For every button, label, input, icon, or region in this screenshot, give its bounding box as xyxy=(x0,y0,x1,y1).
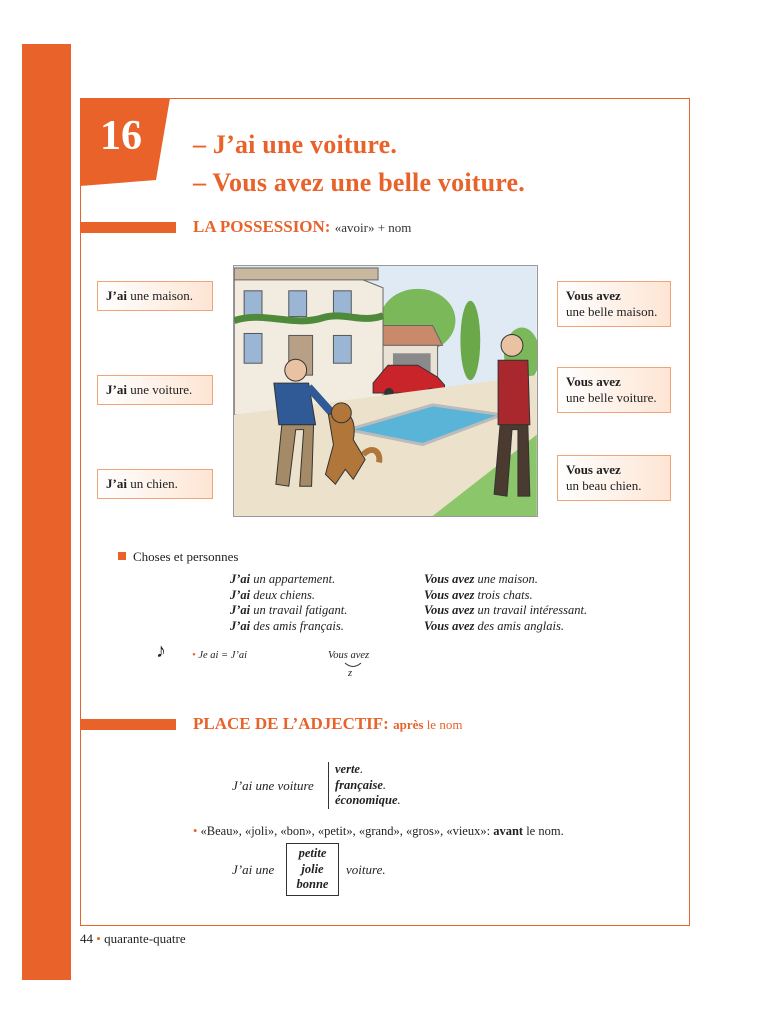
adjectif-bold-word: après xyxy=(393,717,424,732)
example-line: J’ai deux chiens. xyxy=(230,587,316,602)
page-number-words: quarante-quatre xyxy=(104,931,186,946)
before-adjective-box xyxy=(286,843,339,896)
page-number: 44 xyxy=(80,931,93,946)
liaison-sound: z xyxy=(348,668,353,679)
before-example-end: voiture. xyxy=(346,862,386,877)
possession-subheading: «avoir» + nom xyxy=(334,220,412,235)
box-vous-avez-voiture xyxy=(557,367,671,413)
box-rest: une belle maison. xyxy=(566,304,658,319)
title-line-2: – Vous avez une belle voiture. xyxy=(193,168,525,197)
rule-text: «Beau», «joli», «bon», «petit», «grand», «gros», «vieux»: xyxy=(200,824,491,838)
liaison-arc-icon xyxy=(343,662,363,670)
example-line: Vous avez un travail intéressant. xyxy=(424,603,588,617)
adjective-item: jolie xyxy=(301,861,324,876)
adjective-item: bonne xyxy=(296,877,329,891)
box-bold: Vous avez xyxy=(566,288,621,303)
example-line: J’ai un travail fatigant. xyxy=(230,603,348,617)
example-line: Vous avez des amis anglais. xyxy=(424,618,564,633)
adjective-rule: • «Beau», «joli», «bon», «petit», «grand», «gros», «vieux»: avant le nom. xyxy=(193,824,564,838)
section-heading-adjectif xyxy=(193,714,462,734)
illustration-house-garden xyxy=(233,265,538,517)
section-bar-possession xyxy=(80,222,176,233)
section-heading-possession xyxy=(193,217,411,237)
box-bold: Vous avez xyxy=(566,374,621,389)
title-line-1: – J’ai une voiture. xyxy=(193,130,398,159)
liaison-note: Vous avez xyxy=(328,650,370,661)
side-bar xyxy=(22,44,71,980)
box-bold: J’ai xyxy=(106,382,127,397)
before-example-start: J’ai une xyxy=(232,862,275,877)
lesson-number: 16 xyxy=(100,113,142,159)
box-rest: un beau chien. xyxy=(566,478,642,493)
box-jai-maison xyxy=(97,281,213,311)
page-footer: 44 • quarante-quatre xyxy=(80,931,186,946)
possession-heading-text: LA POSSESSION: xyxy=(193,217,331,236)
box-rest: une maison. xyxy=(126,288,194,303)
adjectif-heading-text: PLACE DE L’ADJECTIF: xyxy=(193,714,389,733)
example-line: J’ai des amis français. xyxy=(230,618,344,633)
rule-end: le nom. xyxy=(523,824,564,838)
examples-jai xyxy=(230,572,347,634)
elision-text: Je ai = J’ai xyxy=(198,650,248,661)
rule-bold: avant xyxy=(493,824,524,838)
box-vous-avez-maison xyxy=(557,281,671,327)
music-note-icon: ♪ xyxy=(156,640,166,662)
box-bold: J’ai xyxy=(106,288,127,303)
elision-note: • Je ai = J’ai xyxy=(192,650,248,661)
box-jai-chien xyxy=(97,469,213,499)
examples-vous-avez xyxy=(424,572,587,634)
section-bar-adjectif xyxy=(80,719,176,730)
example-line: Vous avez trois chats. xyxy=(424,587,533,602)
box-vous-avez-chien xyxy=(557,455,671,501)
choses-label: Choses et personnes xyxy=(133,549,239,564)
adjective-item: française. xyxy=(335,777,387,792)
adjective-item: petite xyxy=(298,846,327,860)
adjective-item: verte. xyxy=(335,762,364,776)
box-rest: une voiture. xyxy=(126,382,193,397)
example-line: J’ai un appartement. xyxy=(230,572,336,586)
adjective-phrase: J’ai une voiture xyxy=(232,778,314,793)
adjective-list xyxy=(328,762,401,809)
adjective-item: économique. xyxy=(335,793,401,807)
box-rest: un chien. xyxy=(126,476,178,491)
bullet-square xyxy=(118,552,126,560)
box-bold: Vous avez xyxy=(566,462,621,477)
box-rest: une belle voiture. xyxy=(566,390,657,405)
box-jai-voiture xyxy=(97,375,213,405)
box-bold: J’ai xyxy=(106,476,127,491)
adjectif-rest: le nom xyxy=(423,717,463,732)
example-line: Vous avez une maison. xyxy=(424,572,538,586)
